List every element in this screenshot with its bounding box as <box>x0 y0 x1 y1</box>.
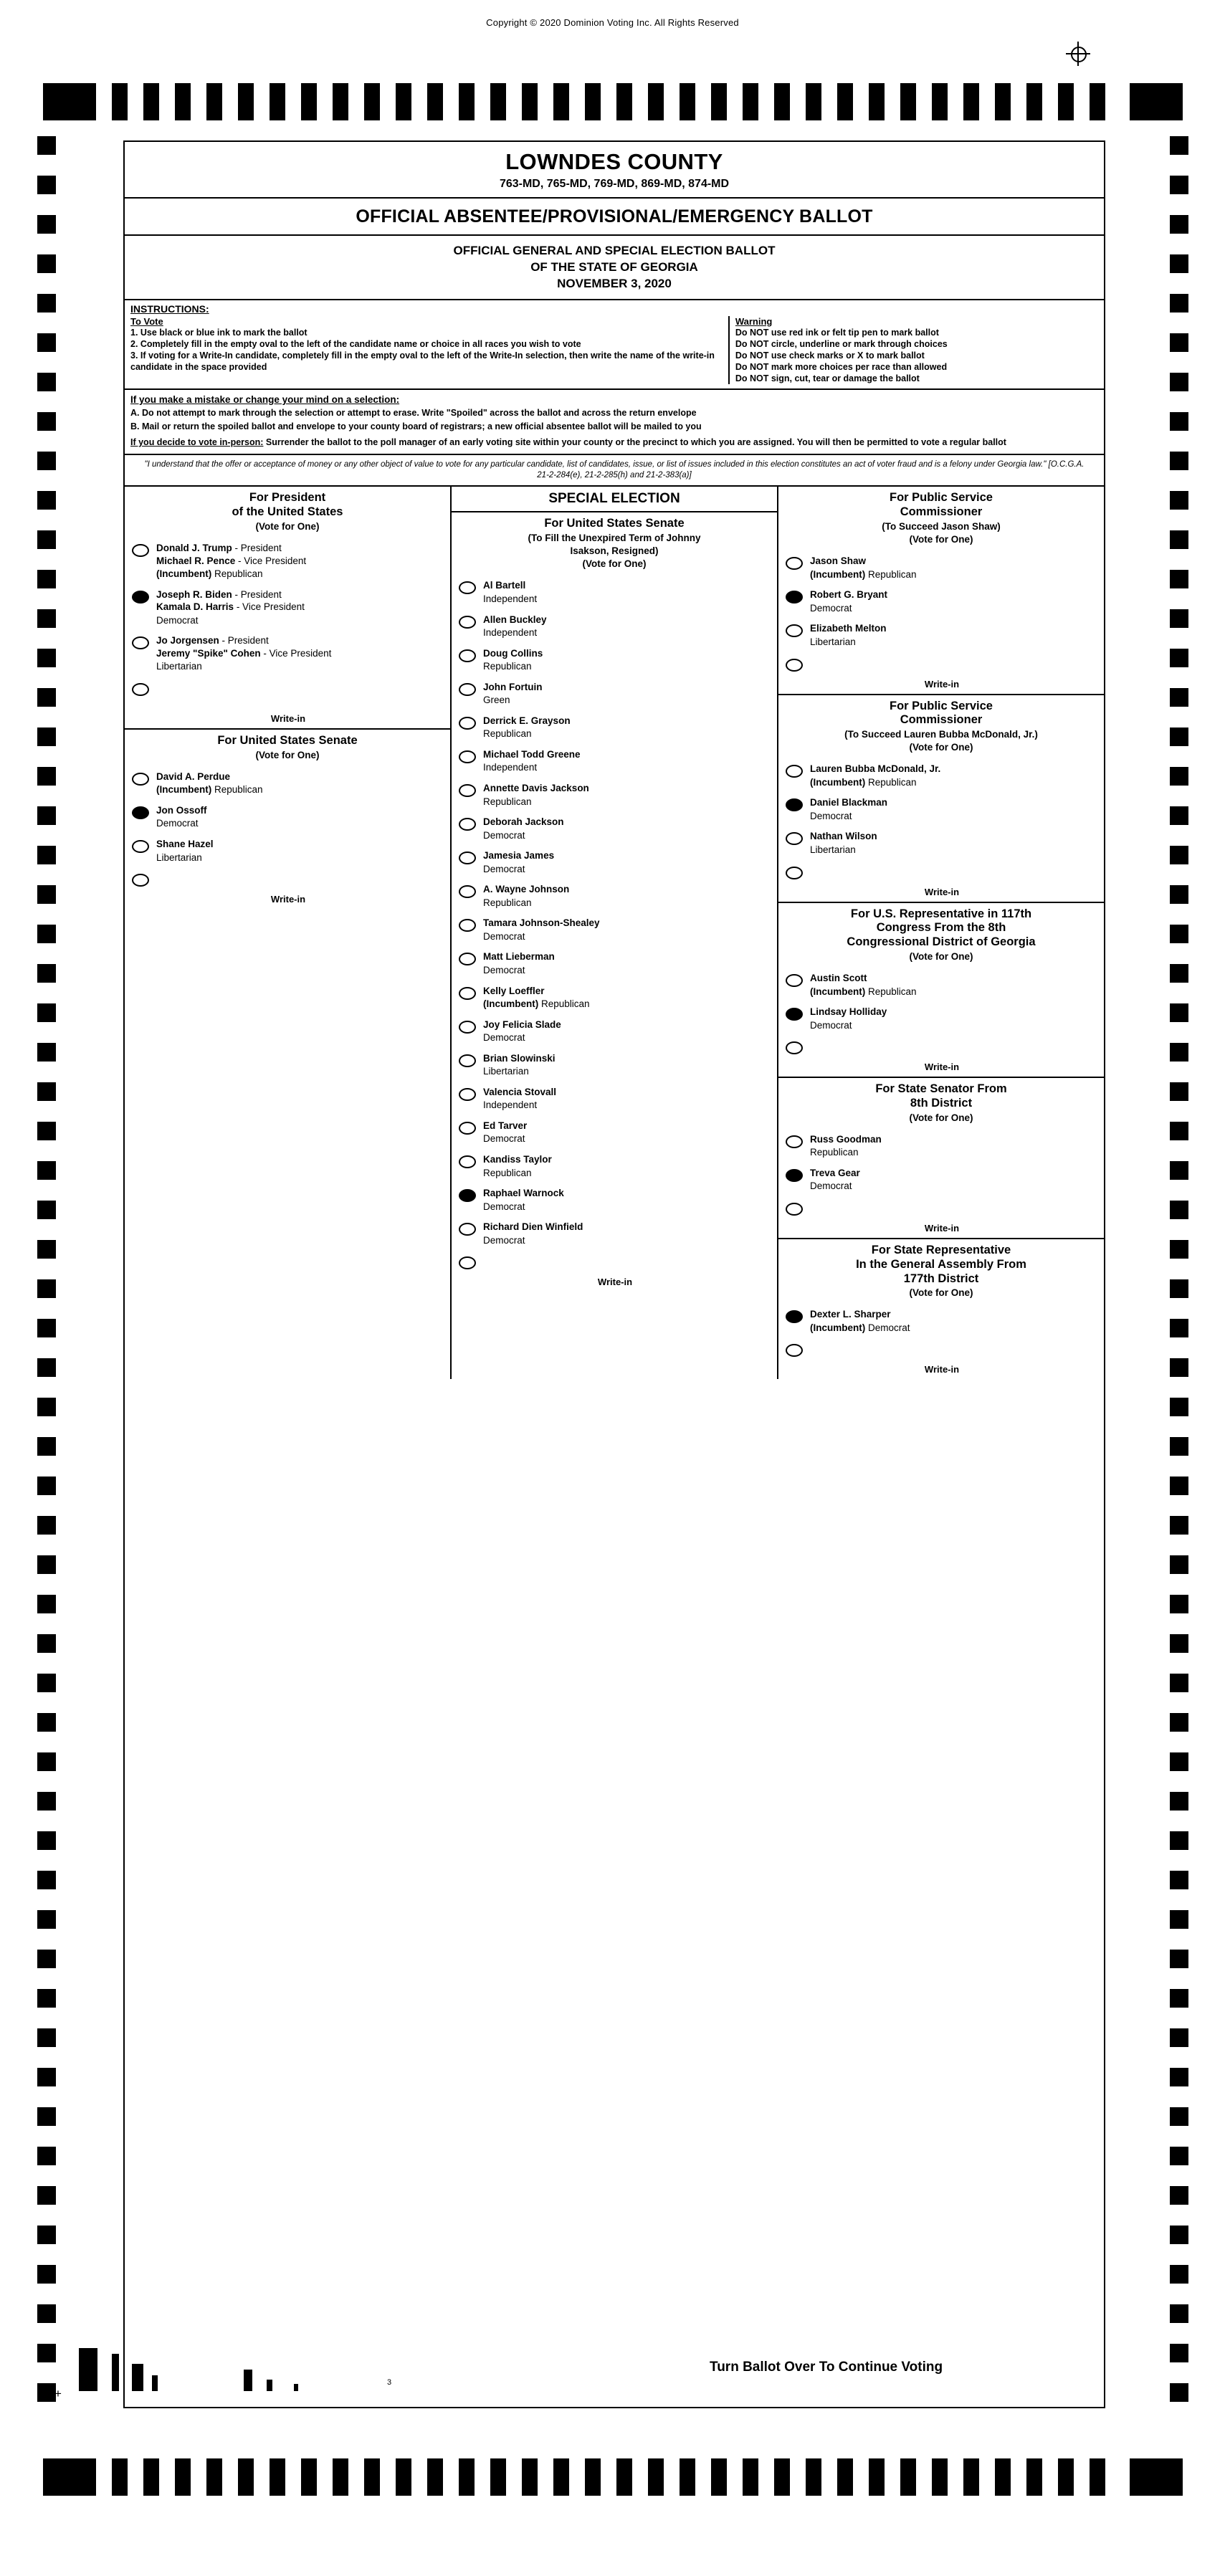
vote-oval[interactable] <box>459 717 476 730</box>
vote-oval[interactable] <box>132 840 149 853</box>
candidate-name: Joy Felicia Slade <box>483 1019 561 1030</box>
vote-oval[interactable] <box>459 1122 476 1135</box>
candidate-party: Democrat <box>483 829 525 841</box>
vote-oval[interactable] <box>459 784 476 797</box>
running-mate-office: - Vice President <box>234 601 305 613</box>
write-in-option[interactable] <box>778 861 1104 884</box>
running-mate-office: - Vice President <box>260 647 332 659</box>
special-election-banner <box>452 487 777 511</box>
vote-oval[interactable] <box>786 659 803 672</box>
candidate-option[interactable] <box>125 538 450 585</box>
candidate-name: Shane Hazel <box>156 839 214 850</box>
candidate-option[interactable] <box>452 576 777 609</box>
contest-title <box>778 487 1104 548</box>
contest-title-line1: For State Representative <box>871 1243 1011 1256</box>
vote-for-instruction: (Vote for One) <box>582 558 647 570</box>
incumbent-label: (Incumbent) <box>483 998 539 1010</box>
candidate-option[interactable] <box>125 631 450 677</box>
vote-oval[interactable] <box>459 851 476 864</box>
candidate-name: Allen Buckley <box>483 614 547 625</box>
candidate-name: A. Wayne Johnson <box>483 884 570 895</box>
contest-title-line2: of the United States <box>232 505 343 519</box>
mistake-section <box>125 390 1104 455</box>
candidate-name: Annette Davis Jackson <box>483 782 589 793</box>
contest-title <box>778 1078 1104 1127</box>
candidate-name: Dexter L. Sharper <box>810 1309 891 1320</box>
write-in-option[interactable] <box>452 1251 777 1274</box>
candidate-party: Democrat <box>156 818 199 829</box>
candidate-name: Joseph R. Biden <box>156 588 232 600</box>
candidate-party: Libertarian <box>483 1066 529 1077</box>
candidate-option[interactable] <box>452 1217 777 1251</box>
vote-oval[interactable] <box>786 1008 803 1021</box>
instructions-section <box>125 300 1104 390</box>
contest-subtitle: (To Succeed Lauren Bubba McDonald, Jr.) <box>844 729 1038 740</box>
vote-oval[interactable] <box>459 1223 476 1236</box>
vote-for-instruction: (Vote for One) <box>255 749 320 760</box>
write-in-label: Write-in <box>924 678 960 690</box>
candidate-name: Kandiss Taylor <box>483 1154 552 1165</box>
candidate-option[interactable] <box>778 759 1104 793</box>
timing-marks-bottom <box>43 2458 1183 2496</box>
candidate-party: Republican <box>865 986 917 997</box>
choice-list <box>125 764 450 892</box>
candidate-party: Republican <box>538 998 590 1010</box>
vote-oval[interactable] <box>786 798 803 811</box>
candidate-name: Austin Scott <box>810 972 867 983</box>
contest-title-line1: For United States Senate <box>544 517 685 530</box>
candidate-option[interactable] <box>778 1002 1104 1036</box>
contest-title-line2: Commissioner <box>900 505 983 519</box>
vote-oval[interactable] <box>786 1135 803 1148</box>
candidate-party: Democrat <box>865 1322 910 1333</box>
candidate-name: Lindsay Holliday <box>810 1006 887 1018</box>
candidate-name: Matt Lieberman <box>483 951 555 963</box>
choice-list <box>778 965 1104 1060</box>
candidate-option[interactable] <box>778 1130 1104 1163</box>
column-left <box>125 487 450 1379</box>
contest-title <box>125 730 450 764</box>
candidate-option[interactable] <box>452 711 777 745</box>
candidate-name: Jamesia James <box>483 850 555 862</box>
timing-marks-top <box>43 83 1183 120</box>
in-person-lead: If you decide to vote in-person: <box>130 437 264 448</box>
write-in-label: Write-in <box>924 1364 960 1375</box>
vote-oval[interactable] <box>786 867 803 879</box>
candidate-option[interactable] <box>778 968 1104 1002</box>
write-in-label: Write-in <box>924 886 960 897</box>
candidate-name: Raphael Warnock <box>483 1188 564 1199</box>
contest-title-line2: 8th District <box>910 1096 973 1110</box>
running-mate-office: - Vice President <box>235 555 307 566</box>
contest-title-line2: In the General Assembly From <box>856 1257 1026 1271</box>
vote-oval[interactable] <box>786 1169 803 1182</box>
vote-for-instruction: (Vote for One) <box>909 1112 973 1123</box>
vote-oval[interactable] <box>786 765 803 778</box>
barcode-number: 3 <box>387 2378 392 2387</box>
vote-oval[interactable] <box>459 683 476 696</box>
candidate-name: Deborah Jackson <box>483 816 564 828</box>
vote-for-instruction: (Vote for One) <box>909 742 973 753</box>
county-name: LOWNDES COUNTY <box>505 149 723 174</box>
incumbent-label: (Incumbent) <box>810 568 866 580</box>
candidate-option[interactable] <box>452 644 777 677</box>
vote-oval[interactable] <box>459 885 476 898</box>
state-header <box>125 236 1104 300</box>
candidate-party: Democrat <box>483 1234 525 1246</box>
candidate-party: Democrat <box>810 810 852 821</box>
candidate-name: Nathan Wilson <box>810 831 877 842</box>
vote-oval[interactable] <box>459 919 476 932</box>
candidate-name: Tamara Johnson-Shealey <box>483 917 600 929</box>
candidate-option[interactable] <box>452 879 777 913</box>
incumbent-label: (Incumbent) <box>156 568 212 580</box>
contest-subtitle-line2: Isakson, Resigned) <box>570 545 659 557</box>
contest-state-representative <box>778 1239 1104 1379</box>
contest-title <box>452 512 777 573</box>
candidate-party: Democrat <box>810 1019 852 1031</box>
candidate-option[interactable] <box>452 1049 777 1082</box>
candidate-option[interactable] <box>778 1304 1104 1338</box>
vote-oval[interactable] <box>132 544 149 557</box>
write-in-area[interactable] <box>125 892 450 909</box>
candidate-party: Green <box>483 695 510 706</box>
candidate-party: Independent <box>483 627 538 639</box>
candidate-name: Elizabeth Melton <box>810 623 887 634</box>
vote-oval[interactable] <box>459 987 476 1000</box>
contest-president <box>125 487 450 730</box>
candidate-name: David A. Perdue <box>156 771 231 782</box>
contest-title-line1: For State Senator From <box>875 1082 1007 1096</box>
running-mate-name: Kamala D. Harris <box>156 601 234 613</box>
choice-list <box>778 1302 1104 1363</box>
state-header-line2: OF THE STATE OF GEORGIA <box>530 259 698 274</box>
contest-title <box>778 903 1104 965</box>
candidate-option[interactable] <box>778 619 1104 652</box>
registration-mark-icon <box>1066 42 1090 66</box>
candidate-party: Republican <box>483 728 532 740</box>
candidate-name: Jason Shaw <box>810 555 867 567</box>
candidate-party: Democrat <box>483 1201 525 1212</box>
candidate-name: Lauren Bubba McDonald, Jr. <box>810 763 941 775</box>
candidate-name: Ed Tarver <box>483 1120 528 1131</box>
contest-title-line2: Congress From the 8th <box>876 921 1006 935</box>
write-in-label: Write-in <box>924 1062 960 1073</box>
contest-columns <box>125 487 1104 1379</box>
choice-list <box>125 535 450 712</box>
vote-oval[interactable] <box>459 818 476 831</box>
candidate-name: Doug Collins <box>483 647 543 659</box>
candidate-name: Kelly Loeffler <box>483 985 545 996</box>
write-in-option[interactable] <box>125 868 450 891</box>
running-mate-name: Jeremy "Spike" Cohen <box>156 647 261 659</box>
candidate-party: Democrat <box>483 863 525 874</box>
candidate-option[interactable] <box>778 585 1104 619</box>
candidate-option[interactable] <box>452 778 777 812</box>
candidate-name: Treva Gear <box>810 1167 860 1178</box>
candidate-name: Al Bartell <box>483 580 526 591</box>
write-in-area[interactable] <box>452 1275 777 1292</box>
candidate-option[interactable] <box>452 1082 777 1116</box>
contest-psc-shaw <box>778 487 1104 695</box>
vote-oval[interactable] <box>132 636 149 649</box>
candidate-party: Republican <box>810 1147 859 1158</box>
candidate-option[interactable] <box>452 610 777 644</box>
ballot-frame <box>123 140 1105 2408</box>
candidate-option[interactable] <box>778 1163 1104 1197</box>
incumbent-label: (Incumbent) <box>810 1322 866 1333</box>
vote-oval[interactable] <box>132 591 149 604</box>
warning-block <box>728 316 1098 384</box>
write-in-area[interactable] <box>778 1363 1104 1379</box>
choice-list <box>452 573 777 1275</box>
candidate-name: Russ Goodman <box>810 1133 882 1145</box>
candidate-party: Democrat <box>810 602 852 614</box>
candidate-office: - President <box>232 543 282 554</box>
candidate-party: Republican <box>483 897 532 908</box>
vote-oval[interactable] <box>459 616 476 629</box>
mistake-item-b: B. Mail or return the spoiled ballot and envelope to your county board of registrars; a new official absentee ballot will be mailed to you <box>130 421 702 432</box>
candidate-party: Libertarian <box>810 844 856 856</box>
vote-for-instruction: (Vote for One) <box>909 1287 973 1299</box>
vote-oval[interactable] <box>459 649 476 662</box>
write-in-option[interactable] <box>778 1338 1104 1361</box>
contest-title-line3: 177th District <box>903 1272 979 1285</box>
candidate-option[interactable] <box>778 551 1104 585</box>
vote-oval[interactable] <box>786 624 803 637</box>
candidate-option[interactable] <box>452 1150 777 1183</box>
contest-title-line1: For U.S. Representative in 117th <box>850 907 1032 920</box>
mistake-item-a: A. Do not attempt to mark through the selection or attempt to erase. Write "Spoiled" across the ballot and across the return envelope <box>130 407 697 418</box>
choice-list <box>778 756 1104 884</box>
column-middle <box>450 487 778 1379</box>
contest-title <box>778 1239 1104 1302</box>
contest-title-line1: For President <box>249 491 326 505</box>
candidate-party: Republican <box>483 796 532 807</box>
candidate-party: Democrat <box>156 614 199 626</box>
write-in-area[interactable] <box>778 1221 1104 1238</box>
choice-list <box>778 1127 1104 1221</box>
vote-oval[interactable] <box>132 683 149 696</box>
candidate-option[interactable] <box>452 981 777 1015</box>
official-ballot-title: OFFICIAL ABSENTEE/PROVISIONAL/EMERGENCY BALLOT <box>125 199 1104 236</box>
candidate-option[interactable] <box>452 913 777 947</box>
write-in-option[interactable] <box>778 1197 1104 1220</box>
candidate-option[interactable] <box>125 767 450 801</box>
candidate-party: Independent <box>483 762 538 773</box>
special-election-title: SPECIAL ELECTION <box>548 491 680 507</box>
vote-oval[interactable] <box>786 1344 803 1357</box>
column-right <box>778 487 1104 1379</box>
write-in-label: Write-in <box>924 1222 960 1234</box>
warning-item: Do NOT circle, underline or mark through choices <box>735 338 948 349</box>
candidate-option[interactable] <box>125 834 450 868</box>
candidate-option[interactable] <box>778 793 1104 826</box>
choice-list <box>778 548 1104 677</box>
vote-oval[interactable] <box>786 1203 803 1216</box>
vote-oval[interactable] <box>786 1310 803 1323</box>
candidate-party: Democrat <box>483 964 525 975</box>
write-in-area[interactable] <box>778 885 1104 902</box>
vote-oval[interactable] <box>132 773 149 786</box>
contest-title-line3: Congressional District of Georgia <box>847 935 1036 949</box>
candidate-party: Independent <box>483 593 538 604</box>
vote-for-instruction: (Vote for One) <box>255 521 320 533</box>
vote-oval[interactable] <box>786 591 803 604</box>
vote-oval[interactable] <box>459 1088 476 1101</box>
vote-oval[interactable] <box>459 1054 476 1067</box>
contest-title-line1: For United States Senate <box>217 734 358 748</box>
candidate-option[interactable] <box>125 801 450 834</box>
contest-title <box>778 695 1104 757</box>
vote-oval[interactable] <box>786 1041 803 1054</box>
turn-over-instruction: Turn Ballot Over To Continue Voting <box>710 2360 943 2375</box>
warning-item: Do NOT sign, cut, tear or damage the ballot <box>735 373 920 383</box>
contest-special-election <box>452 487 777 1292</box>
copyright-text: Copyright © 2020 Dominion Voting Inc. All Rights Reserved <box>486 17 739 28</box>
write-in-area[interactable] <box>778 677 1104 694</box>
write-in-label: Write-in <box>270 894 306 905</box>
vote-oval[interactable] <box>459 1021 476 1034</box>
candidate-name: Jon Ossoff <box>156 804 207 816</box>
vote-for-instruction: (Vote for One) <box>909 534 973 545</box>
contest-title <box>125 487 450 535</box>
candidate-option[interactable] <box>452 1183 777 1217</box>
vote-oval[interactable] <box>459 1189 476 1202</box>
candidate-name: Valencia Stovall <box>483 1086 557 1097</box>
candidate-party: Republican <box>865 776 917 788</box>
candidate-party: Democrat <box>810 1180 852 1192</box>
candidate-party: Independent <box>483 1099 538 1111</box>
write-in-label: Write-in <box>270 713 306 725</box>
contest-state-senator <box>778 1078 1104 1239</box>
write-in-option[interactable] <box>778 1036 1104 1059</box>
running-mate-name: Michael R. Pence <box>156 555 236 566</box>
contest-subtitle: (To Succeed Jason Shaw) <box>882 521 1001 533</box>
candidate-option[interactable] <box>778 826 1104 860</box>
vote-oval[interactable] <box>786 832 803 845</box>
vote-oval[interactable] <box>459 1155 476 1168</box>
write-in-label: Write-in <box>597 1277 633 1288</box>
candidate-name: Robert G. Bryant <box>810 589 888 601</box>
contest-subtitle-line1: (To Fill the Unexpired Term of Johnny <box>528 533 701 544</box>
candidate-option[interactable] <box>452 1015 777 1049</box>
candidate-option[interactable] <box>452 812 777 846</box>
candidate-option[interactable] <box>452 677 777 711</box>
candidate-office: - President <box>232 588 282 600</box>
candidate-name: Derrick E. Grayson <box>483 715 571 726</box>
vote-oval[interactable] <box>132 806 149 819</box>
candidate-party: Republican <box>483 1167 532 1178</box>
candidate-name: Daniel Blackman <box>810 797 888 808</box>
to-vote-title: To Vote <box>130 315 163 327</box>
candidate-party: Republican <box>483 661 532 672</box>
candidate-office: - President <box>219 635 269 647</box>
vote-oval[interactable] <box>786 974 803 987</box>
write-in-option[interactable] <box>778 653 1104 676</box>
state-header-line1: OFFICIAL GENERAL AND SPECIAL ELECTION BALLOT <box>453 244 776 257</box>
candidate-name: Michael Todd Greene <box>483 748 581 760</box>
write-in-option[interactable] <box>125 677 450 710</box>
candidate-party: Republican <box>865 568 917 580</box>
incumbent-label: (Incumbent) <box>810 986 866 997</box>
warning-title: Warning <box>735 315 773 327</box>
in-person-text: Surrender the ballot to the poll manager of an early voting site within your county or the precinct to which you are assigned. You will then be permitted to vote a regular ballot <box>263 437 1006 448</box>
candidate-name: Donald J. Trump <box>156 543 232 554</box>
candidate-name: Jo Jorgensen <box>156 635 219 647</box>
contest-us-representative <box>778 903 1104 1079</box>
to-vote-block <box>130 316 728 384</box>
voter-fraud-oath: "I understand that the offer or acceptance of money or any other object of value to vote for any particular candidate, list of candidates, issue, or list of issues included in this election constitutes an act of voter fraud and is a felony under Georgia law." [O.C.G.A. 21-2-284(e), 21-2-285(h) and 21-2-383(a)] <box>125 455 1104 487</box>
vote-oval[interactable] <box>459 581 476 594</box>
vote-oval[interactable] <box>459 1256 476 1269</box>
candidate-option[interactable] <box>452 846 777 879</box>
precinct-list: 763-MD, 765-MD, 769-MD, 869-MD, 874-MD <box>499 178 730 190</box>
vote-oval[interactable] <box>459 750 476 763</box>
incumbent-label: (Incumbent) <box>156 784 212 796</box>
candidate-option[interactable] <box>452 1116 777 1150</box>
candidate-party: Republican <box>211 784 263 796</box>
instructions-heading: INSTRUCTIONS: <box>130 302 209 315</box>
in-person-block <box>130 437 1098 448</box>
candidate-party: Libertarian <box>156 851 202 863</box>
contest-title-line2: Commissioner <box>900 713 983 727</box>
candidate-option[interactable] <box>125 585 450 631</box>
write-in-area[interactable] <box>778 1060 1104 1077</box>
mistake-heading: If you make a mistake or change your mind on a selection: <box>130 393 400 405</box>
timing-marks-right <box>1170 136 1188 2415</box>
warning-item: Do NOT use check marks or X to mark ballot <box>735 350 925 361</box>
write-in-area[interactable] <box>125 712 450 728</box>
candidate-party: Republican <box>211 568 263 580</box>
contest-us-senate <box>125 730 450 909</box>
candidate-party: Democrat <box>483 930 525 942</box>
candidate-name: Brian Slowinski <box>483 1052 556 1064</box>
incumbent-label: (Incumbent) <box>810 776 866 788</box>
contest-title-line1: For Public Service <box>890 491 993 505</box>
warning-item: Do NOT mark more choices per race than allowed <box>735 361 948 372</box>
candidate-name: John Fortuin <box>483 681 543 692</box>
vote-oval[interactable] <box>786 557 803 570</box>
candidate-name: Richard Dien Winfield <box>483 1221 583 1233</box>
candidate-party: Democrat <box>483 1133 525 1145</box>
contest-psc-mcdonald <box>778 695 1104 903</box>
candidate-option[interactable] <box>452 745 777 778</box>
candidate-option[interactable] <box>452 947 777 981</box>
candidate-party: Libertarian <box>156 661 202 672</box>
vote-for-instruction: (Vote for One) <box>909 950 973 962</box>
candidate-party: Democrat <box>483 1032 525 1044</box>
to-vote-item: 2. Completely fill in the empty oval to the left of the candidate name or choice in all races you wish to vote <box>130 338 581 349</box>
state-header-line3: NOVEMBER 3, 2020 <box>557 276 672 290</box>
vote-oval[interactable] <box>459 953 476 965</box>
alignment-plus-mark: + <box>54 2387 62 2400</box>
warning-item: Do NOT use red ink or felt tip pen to mark ballot <box>735 327 939 338</box>
to-vote-item: 1. Use black or blue ink to mark the ballot <box>130 327 308 338</box>
vote-oval[interactable] <box>132 874 149 887</box>
timing-marks-left <box>37 136 56 2415</box>
county-header <box>125 142 1104 199</box>
candidate-party: Libertarian <box>810 636 856 647</box>
to-vote-item: 3. If voting for a Write-In candidate, completely fill in the empty oval to the left of the Write-In selection, then write the name of the write-in candidate in the space provided <box>130 350 715 372</box>
contest-title-line1: For Public Service <box>890 699 993 712</box>
